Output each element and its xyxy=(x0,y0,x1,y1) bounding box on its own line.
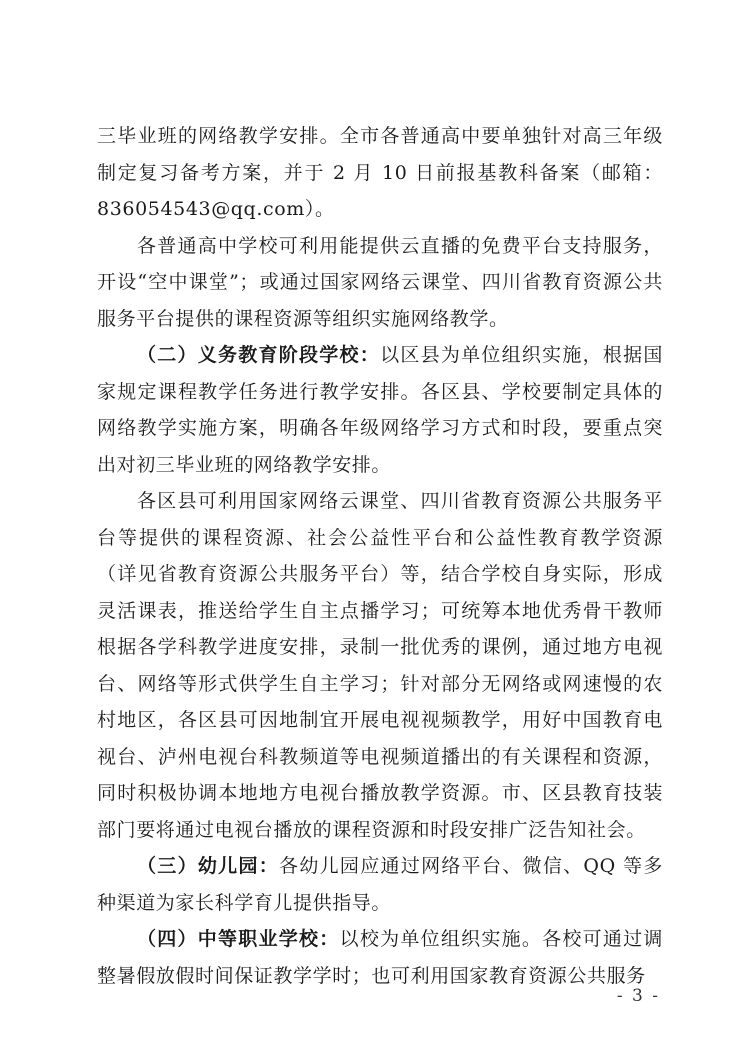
paragraph-vocational-school xyxy=(97,921,663,994)
paragraph-text: 以区县为单位组织实施，根据国家规定课程教学任务进行教学安排。各区县、学校要制定具体的网络教学实施方案，明确各年级网络学习方式和时段，要重点突出对初三毕业班的网络教学安排。 xyxy=(97,344,664,476)
section-heading: （四）中等职业学校： xyxy=(137,928,340,950)
paragraph-text: 各区县可利用国家网络云课堂、四川省教育资源公共服务平台等提供的课程资源、社会公益性平台和公益性教育教学资源（详见省教育资源公共服务平台）等，结合学校自身实际，形成灵活课表，推送给学生自主点播学习；可统筹本地优秀骨干教师根据各学科教学进度安排，录制一批优秀的课例，通过地方电视台、网络等形式供学生自主学习；针对部分无网络或网速慢的农村地区，各区县可因地制宜开展电视视频教学，用好中国教育电视台、泸州电视台科教频道等电视频道播出的有关课程和资源，同时积极协调本地地方电视台播放教学资源。市、区县教育技装部门要将通过电视台播放的课程资源和时段安排广泛告知社会。 xyxy=(97,490,663,841)
section-heading: （三）幼儿园： xyxy=(137,855,280,877)
paragraph-continuation xyxy=(97,118,663,228)
paragraph-kindergarten xyxy=(97,848,663,921)
paragraph-text: 各幼儿园应通过网络平台、微信、QQ 等多种渠道为家长科学育儿提供指导。 xyxy=(97,855,663,914)
paragraph-text: 各普通高中学校可利用能提供云直播的免费平台支持服务，开设“空中课堂”；或通过国家网络云课堂、四川省教育资源公共服务平台提供的课程资源等组织实施网络教学。 xyxy=(97,234,663,330)
paragraph-high-school-platform xyxy=(97,228,663,338)
document-body xyxy=(97,118,663,994)
section-heading: （二）义务教育阶段学校： xyxy=(137,344,381,366)
paragraph-district-resources xyxy=(97,483,663,848)
paragraph-compulsory-education xyxy=(97,337,663,483)
paragraph-text: 三毕业班的网络教学安排。全市各普通高中要单独针对高三年级制定复习备考方案，并于 2 月 10 日前报基教科备案（邮箱：836054543@qq.com）。 xyxy=(97,125,663,220)
paragraph-text: 以校为单位组织实施。各校可通过调整暑假放假时间保证教学学时；也可利用国家教育资源公共服务 xyxy=(97,928,663,987)
page-number: - 3 - xyxy=(616,986,660,1006)
